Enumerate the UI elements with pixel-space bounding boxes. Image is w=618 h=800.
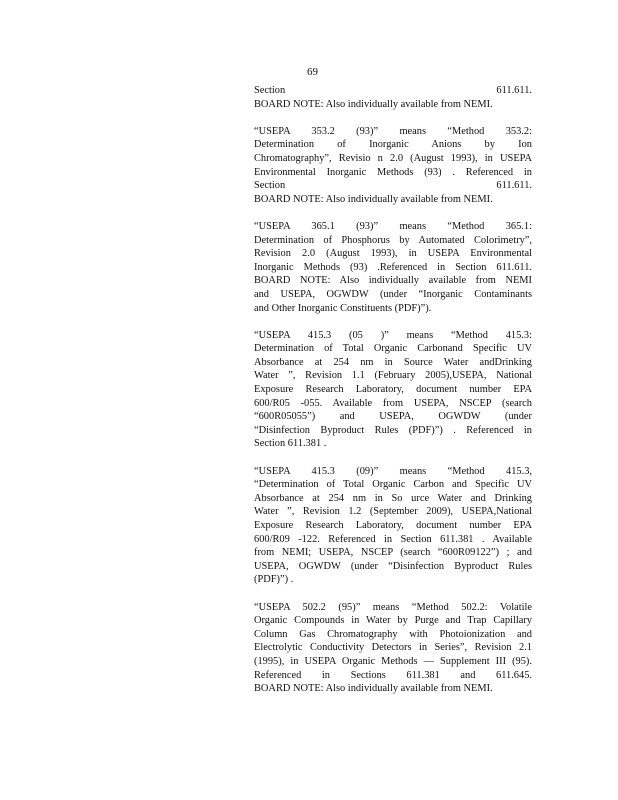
page-number: 69 xyxy=(307,66,318,78)
text-line: Exposure Research Laboratory, document number EPA xyxy=(254,520,532,531)
text-line: Section 611.611. xyxy=(254,180,532,192)
text-line: USEPA, OGWDW (under “Disinfection Byproduct Rules xyxy=(254,560,532,572)
text-line: Section 611.381 . xyxy=(254,438,327,450)
text-line: “Disinfection Byproduct Rules (PDF)”) . Referenced in xyxy=(254,424,532,436)
text-line: Absorbance at 254 nm in Source Water andDrinking xyxy=(254,356,532,368)
text-line: Determination of Phosphorus by Automated Colorimetry”, xyxy=(254,234,532,246)
text-line: “Determination of Total Organic Carbon and Specific UV xyxy=(254,479,532,491)
text-line: (PDF)”) . xyxy=(254,574,294,586)
text-line: BOARD NOTE: Also individually available from NEMI. xyxy=(254,98,493,110)
text-line: (1995), in USEPA Organic Methods — Supplement III (95). xyxy=(254,655,532,667)
text-line: “USEPA 353.2 (93)” means “Method 353.2: xyxy=(254,125,532,137)
text-line: and Other Inorganic Constituents (PDF)”). xyxy=(254,302,432,314)
paragraph xyxy=(254,329,532,451)
text-line: 600/R05 -055. Available from USEPA, NSCEP (search xyxy=(254,397,532,409)
paragraph xyxy=(254,220,532,315)
paragraph xyxy=(254,601,532,696)
paragraph xyxy=(254,84,532,111)
text-line: BOARD NOTE: Also individually available from NEMI. xyxy=(254,193,493,205)
paragraph xyxy=(254,465,532,587)
document-body xyxy=(254,84,532,709)
text-line: Revision 2.0 (August 1993), in USEPA Environmental xyxy=(254,248,532,260)
text-line: “600R05055”) and USEPA, OGWDW (under xyxy=(254,411,532,423)
text-line: “USEPA 365.1 (93)” means “Method 365.1: xyxy=(254,220,532,232)
text-line: Environmental Inorganic Methods (93) . Referenced in xyxy=(254,166,532,178)
text-line: Referenced in Sections 611.381 and 611.645. xyxy=(254,669,532,681)
text-line: and USEPA, OGWDW (under “Inorganic Contaminants xyxy=(254,288,532,300)
text-line: Water ”, Revision 1.2 (September 2009), USEPA,National xyxy=(254,506,532,518)
paragraph xyxy=(254,125,532,207)
text-line: “USEPA 502.2 (95)” means “Method 502.2: Volatile xyxy=(254,601,532,613)
text-line: Water ”, Revision 1.1 (February 2005),USEPA, National xyxy=(254,370,532,382)
text-line: Inorganic Methods (93) .Referenced in Section 611.611. xyxy=(254,261,532,273)
text-line: “USEPA 415.3 (05 )” means “Method 415.3: xyxy=(254,329,532,341)
text-line: “USEPA 415.3 (09)” means “Method 415.3, xyxy=(254,465,532,477)
text-line: BOARD NOTE: Also individually available from NEMI xyxy=(254,275,532,287)
text-line: Electrolytic Conductivity Detectors in Series”, Revision 2.1 xyxy=(254,642,532,654)
text-line: Exposure Research Laboratory, document number EPA xyxy=(254,384,532,396)
text-line: Absorbance at 254 nm in So urce Water and Drinking xyxy=(254,492,532,504)
text-line: 600/R09 -122. Referenced in Section 611.381 . Available xyxy=(254,533,532,545)
text-line: Determination of Total Organic Carbonand Specific UV xyxy=(254,343,532,355)
text-line: Chromatography”, Revisio n 2.0 (August 1993), in USEPA xyxy=(254,152,532,164)
text-line: Organic Compounds in Water by Purge and Trap Capillary xyxy=(254,615,532,627)
text-line: Section 611.611. xyxy=(254,85,532,96)
text-line: from NEMI; USEPA, NSCEP (search “600R09122”) ; and xyxy=(254,547,532,559)
text-line: Column Gas Chromatography with Photoionization and xyxy=(254,628,532,640)
text-line: BOARD NOTE: Also individually available from NEMI. xyxy=(254,683,493,695)
text-line: Determination of Inorganic Anions by Ion xyxy=(254,139,532,151)
